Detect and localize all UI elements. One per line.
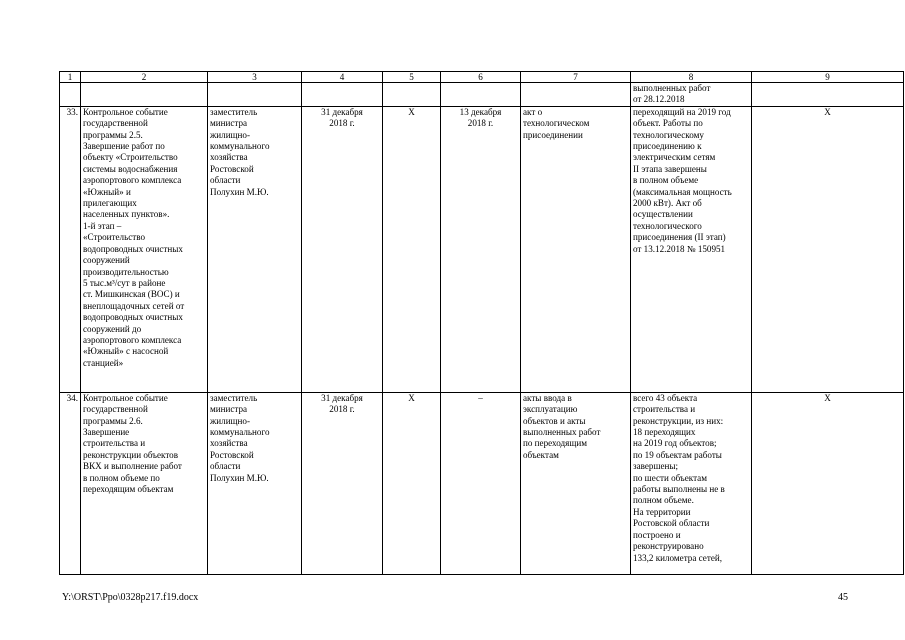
document-cell: акты ввода в эксплуатацию объектов и акты выполненных работ по переходящим объектам <box>521 392 631 574</box>
result-cell: переходящий на 2019 год объект. Работы по технологическому присоединению к электрическим сетям II этапа завершены в полном объеме (максимальная мощность 2000 кВт). Акт об осуществлении технологического присоединения (II этап) от 13.12.2018 № 150951 <box>631 106 752 392</box>
responsible-cell: заместитель министра жилищно- коммунального хозяйства Ростовской области Полухин М.Ю. <box>208 392 302 574</box>
column-9-cell: Х <box>752 106 904 392</box>
event-cell: Контрольное событие государственной программы 2.5. Завершение работ по объекту «Строительство системы водоснабжения аэропортового комплекса «Южный» и прилегающих населенных пунктов». 1-й этап – «Строительство водопроводных очистных сооружений производительностью 5 тыс.м³/сут в районе ст. Мишкинская (ВОС) и внеплощадочных сетей от водопроводных очистных сооружений до аэропортового комплекса «Южный» с насосной станцией» <box>81 106 208 392</box>
actual-date-cell: – <box>441 392 521 574</box>
column-number: 6 <box>441 72 521 83</box>
result-cell: всего 43 объекта строительства и реконструкции, из них: 18 переходящих на 2019 год объектов; по 19 объектам работы завершены; по шести объектам работы выполнены не в полном объеме. На территории Ростовской области построено и реконструировано 133,2 километра сетей, <box>631 392 752 574</box>
column-number: 8 <box>631 72 752 83</box>
continued-result-cell: выполненных работ от 28.12.2018 <box>631 83 752 107</box>
table-row <box>60 106 904 392</box>
row-number: 34. <box>60 392 81 574</box>
actual-date-cell: 13 декабря 2018 г. <box>441 106 521 392</box>
column-number: 5 <box>383 72 441 83</box>
column-number: 2 <box>81 72 208 83</box>
column-number: 1 <box>60 72 81 83</box>
event-cell: Контрольное событие государственной программы 2.6. Завершение строительства и реконструкции объектов ВКХ и выполнение работ в полном объеме по переходящим объектам <box>81 392 208 574</box>
report-table <box>59 71 904 575</box>
continuation-row <box>60 83 904 107</box>
file-path: Y:\ORST\Ppo\0328p217.f19.docx <box>62 592 199 603</box>
column-number: 7 <box>521 72 631 83</box>
column-number-row <box>60 72 904 83</box>
page-number: 45 <box>838 592 848 603</box>
column-5-cell: Х <box>383 106 441 392</box>
column-number: 4 <box>302 72 383 83</box>
responsible-cell: заместитель министра жилищно- коммунального хозяйства Ростовской области Полухин М.Ю. <box>208 106 302 392</box>
column-number: 3 <box>208 72 302 83</box>
planned-date-cell: 31 декабря 2018 г. <box>302 392 383 574</box>
document-cell: акт о технологическом присоединении <box>521 106 631 392</box>
column-number: 9 <box>752 72 904 83</box>
table-row <box>60 392 904 574</box>
column-5-cell: Х <box>383 392 441 574</box>
planned-date-cell: 31 декабря 2018 г. <box>302 106 383 392</box>
row-number: 33. <box>60 106 81 392</box>
column-9-cell: Х <box>752 392 904 574</box>
